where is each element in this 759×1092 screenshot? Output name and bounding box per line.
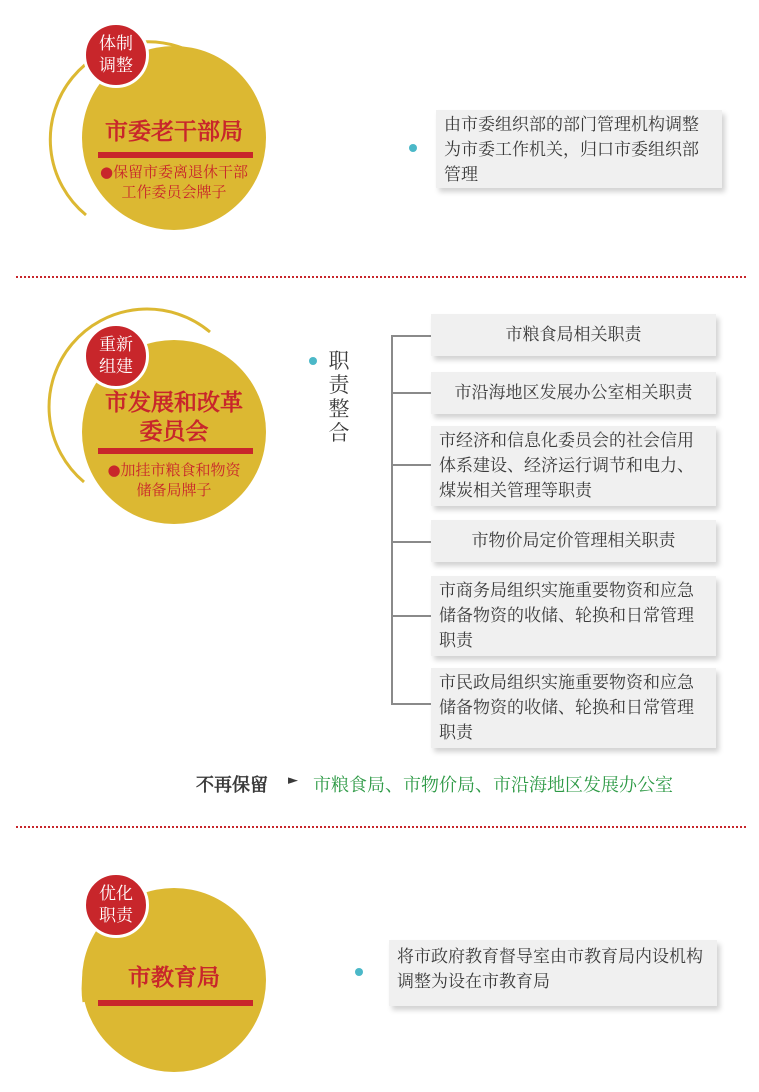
- duty-card: 市民政局组织实施重要物资和应急储备物资的收储、轮换和日常管理职责: [431, 668, 716, 748]
- bullet-dot: [355, 968, 363, 976]
- action-tag: 体制 调整: [83, 22, 149, 88]
- action-tag: 重新 组建: [83, 323, 149, 389]
- change-description-card: 将市政府教育督导室由市教育局内设机构调整为设在市教育局: [389, 940, 717, 1006]
- duty-card: 市物价局定价管理相关职责: [431, 520, 716, 562]
- section-divider: [16, 826, 746, 828]
- title-underline: [98, 152, 253, 158]
- bracket-vertical-line: [391, 335, 393, 705]
- department-title: 市发展和改革 委员会: [105, 390, 243, 445]
- bracket-branch: [391, 335, 431, 337]
- vertical-label-char: 职: [328, 349, 350, 373]
- department-note: ●保留市委离退休干部 工作委员会牌子: [99, 163, 249, 201]
- department-title: 市教育局: [128, 965, 220, 991]
- not-retained-value: 市粮食局、市物价局、市沿海地区发展办公室: [313, 775, 673, 796]
- duty-card: 市沿海地区发展办公室相关职责: [431, 372, 716, 414]
- bullet-dot: [309, 357, 317, 365]
- not-retained-label: 不再保留: [196, 775, 268, 796]
- action-tag: 优化 职责: [83, 872, 149, 938]
- bracket-branch: [391, 392, 431, 394]
- bracket-branch: [391, 615, 431, 617]
- change-description-card: 由市委组织部的部门管理机构调整为市委工作机关，归口市委组织部管理: [436, 110, 722, 188]
- title-underline: [98, 1000, 253, 1006]
- department-note: ●加挂市粮食和物资 储备局牌子: [107, 461, 241, 499]
- bracket-branch: [391, 703, 431, 705]
- duty-card: 市商务局组织实施重要物资和应急储备物资的收储、轮换和日常管理职责: [431, 576, 716, 656]
- bullet-dot: [409, 144, 417, 152]
- duty-card: 市经济和信息化委员会的社会信用体系建设、经济运行调节和电力、煤炭相关管理等职责: [431, 426, 716, 506]
- bracket-branch: [391, 541, 431, 543]
- section-divider: [16, 276, 746, 278]
- duty-card: 市粮食局相关职责: [431, 314, 716, 356]
- arrow-right-icon: ►: [288, 773, 298, 788]
- vertical-label-char: 整: [328, 397, 350, 421]
- vertical-label-char: 责: [328, 373, 350, 397]
- bracket-branch: [391, 464, 431, 466]
- vertical-label-char: 合: [328, 421, 350, 445]
- department-title: 市委老干部局: [105, 119, 243, 145]
- title-underline: [98, 448, 253, 454]
